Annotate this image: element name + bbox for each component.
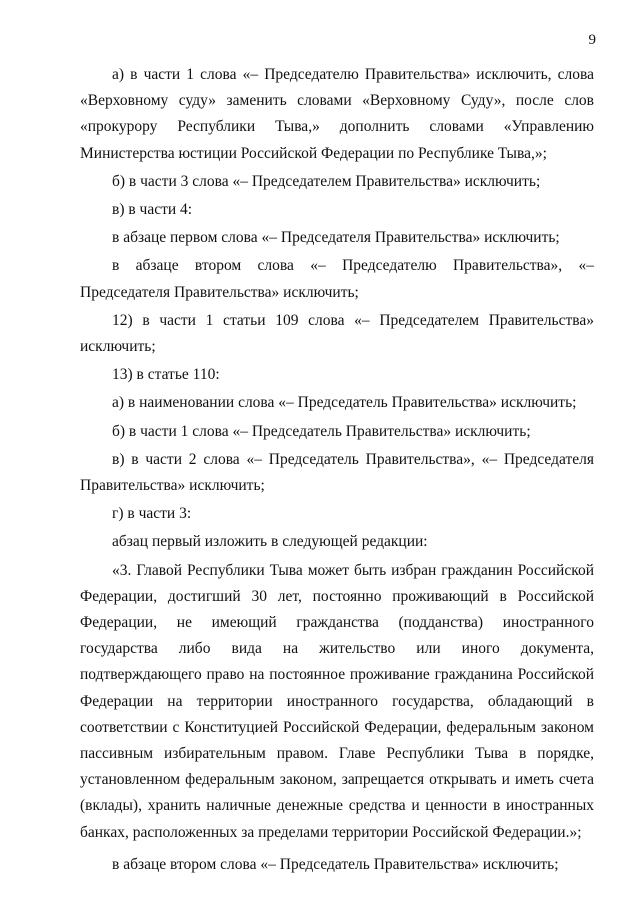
paragraph-8: а) в наименовании слова «– Председатель Правительства» исключить; bbox=[112, 394, 577, 412]
paragraph-3: в) в части 4: bbox=[112, 201, 193, 219]
paragraph-12: абзац первый изложить в следующей редакции: bbox=[112, 533, 428, 551]
paragraph-2: б) в части 3 слова «– Председателем Правительства» исключить; bbox=[112, 172, 541, 190]
paragraph-6: 12) в части 1 статьи 109 слова «– Председателем Правительства» исключить; bbox=[80, 311, 594, 356]
paragraph-14: в абзаце втором слова «– Председатель Правительства» исключить; bbox=[112, 855, 559, 873]
paragraph-5: в абзаце втором слова «– Председателю Правительства», «– Председателя Правительства» исключить; bbox=[80, 257, 594, 301]
paragraph-9: б) в части 1 слова «– Председатель Правительства» исключить; bbox=[112, 422, 531, 440]
paragraph-13: «3. Главой Республики Тыва может быть избран гражданин Российской Федерации, достигший 30 лет, постоянно проживающий в Российской Федерации, не имеющий гражданства (подданства) иностранного государства либо вида на жительство или иного документа, подтверждающего право на постоянное проживание гражданина Российской Федерации на территории иностранного государства, обладающий в соответствии с Конституцией Российской Федерации, федеральным законом пассивным избирательным правом. Главе Республики Тыва в порядке, установленном федеральным законом, запрещается открывать и иметь счета (вклады), хранить наличные денежные средства и ценности в иностранных банках, расположенных за пределами территории Российской Федерации.»; bbox=[80, 561, 594, 841]
page-number: 9 bbox=[588, 32, 596, 48]
paragraph-11: г) в части 3: bbox=[112, 505, 192, 523]
paragraph-4: в абзаце первом слова «– Председателя Правительства» исключить; bbox=[112, 229, 560, 247]
paragraph-10: в) в части 2 слова «– Председатель Правительства», «– Председателя Правительства» исключить; bbox=[80, 450, 594, 495]
document-body bbox=[80, 62, 594, 878]
paragraph-7: 13) в статье 110: bbox=[112, 366, 220, 384]
paragraph-1: а) в части 1 слова «– Председателю Правительства» исключить, слова «Верховному суду» заменить словами «Верховному Суду», после слов «прокурору Республики Тыва,» дополнить словами «Управлению Министерства юстиции Российской Федерации по Республике Тыва,»; bbox=[80, 66, 594, 162]
